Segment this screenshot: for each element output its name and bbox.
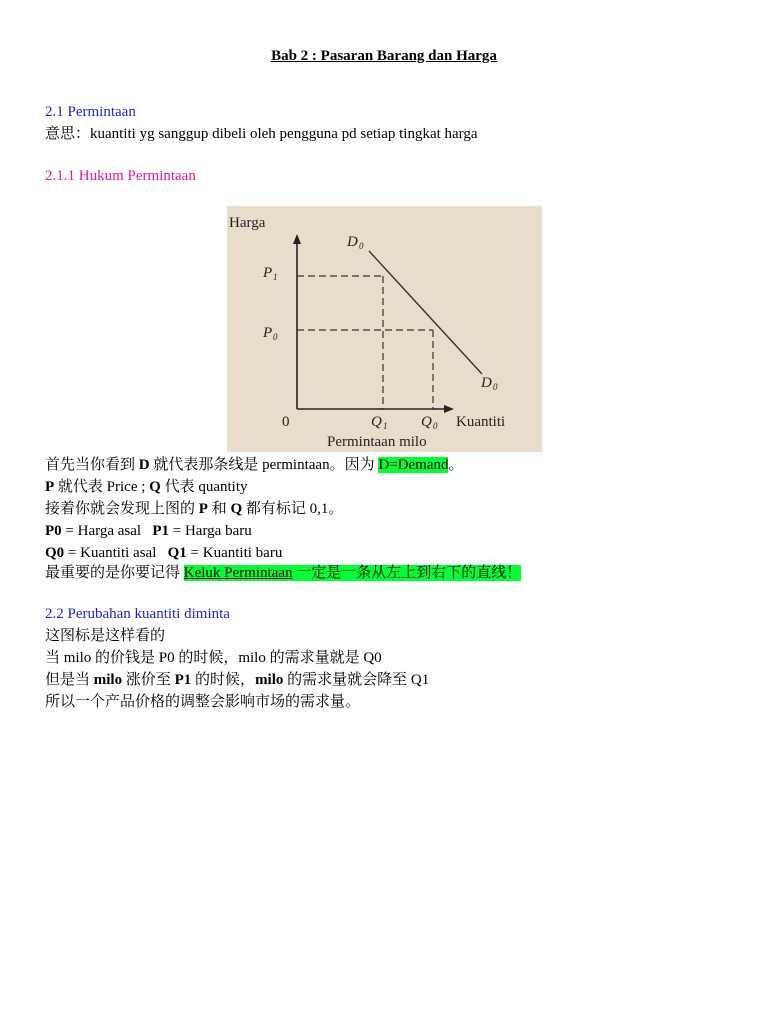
highlight-demand: D=Demand — [378, 457, 449, 473]
d0-top-label: D — [347, 234, 358, 250]
page-title: Bab 2 : Pasaran Barang dan Harga — [271, 48, 497, 64]
definition-text: 意思：kuantiti yg sanggup dibeli oleh pengguna pd setiap tingkat harga — [45, 126, 478, 142]
y-axis-label: Harga — [229, 215, 266, 231]
p1-subscript: 1 — [273, 272, 278, 282]
explain-line-5: Q0 = Kuantiti asal Q1 = Kuantiti baru — [45, 545, 283, 561]
d0-bottom-label: D — [481, 375, 492, 391]
d0-bottom-subscript: 0 — [493, 382, 498, 392]
q0-subscript: 0 — [433, 421, 438, 431]
sec-2-2-line-2: 当 milo 的价钱是 P0 的时候，milo 的需求量就是 Q0 — [45, 650, 382, 666]
q0-label: Q — [421, 414, 432, 430]
highlight-straight-line: 一定是一条从左上到右下的直线！ — [292, 565, 522, 581]
graph-caption: Permintaan milo — [327, 434, 427, 450]
d0-top-subscript: 0 — [359, 241, 364, 251]
explain-line-3: 接着你就会发现上图的 P 和 Q 都有标记 0,1。 — [45, 501, 344, 517]
demand-curve-graph — [227, 206, 542, 452]
sec-2-2-line-3: 但是当 milo 涨价至 P1 的时候，milo 的需求量就会降至 Q1 — [45, 672, 430, 688]
sec-2-2-line-4: 所以一个产品价格的调整会影响市场的需求量。 — [45, 694, 361, 710]
explain-line-6: 最重要的是你要记得 Keluk Permintaan 一定是一条从左上到右下的直线！ — [45, 565, 522, 581]
q1-subscript: 1 — [383, 421, 388, 431]
p1-label: P — [263, 265, 273, 281]
section-heading-2-1-1: 2.1.1 Hukum Permintaan — [45, 168, 196, 184]
origin-label: 0 — [282, 414, 290, 430]
p0-label: P — [263, 325, 273, 341]
sec-2-2-line-1: 这图标是这样看的 — [45, 628, 166, 644]
q1-label: Q — [371, 414, 382, 430]
p0-subscript: 0 — [273, 332, 278, 342]
explain-line-4: P0 = Harga asal P1 = Harga baru — [45, 523, 252, 539]
explain-line-2: P 就代表 Price ; Q 代表 quantity — [45, 479, 248, 495]
section-heading-2-1: 2.1 Permintaan — [45, 104, 136, 120]
explain-line-1: 首先当你看到 D 就代表那条线是 permintaan。因为 D=Demand。 — [45, 457, 464, 473]
x-axis-label: Kuantiti — [456, 414, 506, 430]
section-heading-2-2: 2.2 Perubahan kuantiti diminta — [45, 606, 230, 622]
highlight-keluk-permintaan: Keluk Permintaan — [183, 565, 293, 581]
